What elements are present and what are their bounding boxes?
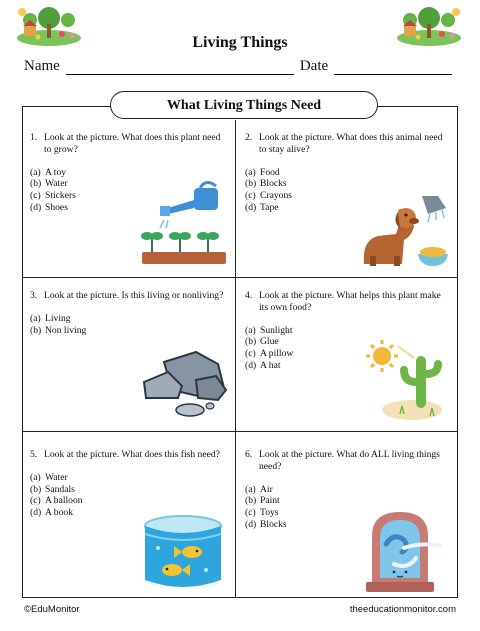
watering-plants-icon bbox=[138, 178, 230, 268]
dog-eating-icon bbox=[356, 196, 452, 270]
question-text: Look at the picture. What does this fish need? bbox=[44, 449, 220, 460]
row-divider bbox=[22, 277, 458, 278]
answer-option[interactable]: (c) A balloon bbox=[30, 495, 83, 507]
answer-option[interactable]: (b) Glue bbox=[245, 336, 279, 348]
answer-option[interactable]: (b) Water bbox=[30, 178, 68, 190]
name-field[interactable] bbox=[66, 60, 294, 75]
question-text: Look at the picture. What helps this plant make its own food? bbox=[259, 290, 441, 313]
answer-option[interactable]: (d) Tape bbox=[245, 201, 279, 213]
rocks-icon bbox=[138, 348, 230, 418]
window-air-icon bbox=[364, 508, 444, 594]
question-number: 2. bbox=[245, 132, 253, 143]
copyright-text: ©EduMonitor bbox=[24, 604, 80, 615]
question-text: Look at the picture. Is this living or nonliving? bbox=[44, 290, 224, 301]
website-link[interactable]: theeducationmonitor.com bbox=[349, 604, 456, 615]
date-label: Date bbox=[299, 58, 329, 74]
answer-option[interactable]: (b) Blocks bbox=[245, 178, 287, 190]
answer-option[interactable]: (c) A pillow bbox=[245, 348, 294, 360]
answer-option[interactable]: (c) Toys bbox=[245, 507, 279, 519]
question-3 bbox=[30, 290, 230, 336]
page-title: Living Things bbox=[192, 34, 288, 51]
answer-option[interactable]: (a) Living bbox=[30, 312, 71, 324]
answer-option[interactable]: (a) A toy bbox=[30, 166, 67, 178]
answer-option[interactable]: (c) Stickers bbox=[30, 190, 76, 202]
date-field[interactable] bbox=[334, 60, 452, 75]
question-text: Look at the picture. What do ALL living things need? bbox=[259, 449, 440, 472]
question-number: 4. bbox=[245, 290, 253, 301]
fish-bowl-icon bbox=[142, 514, 224, 594]
answer-option[interactable]: (d) A hat bbox=[245, 359, 281, 371]
question-text: Look at the picture. What does this animal need to stay alive? bbox=[259, 132, 443, 155]
question-number: 5. bbox=[30, 449, 38, 460]
answer-option[interactable]: (d) Shoes bbox=[30, 201, 68, 213]
sun-and-plant-icon bbox=[364, 340, 448, 422]
answer-option[interactable]: (d) Blocks bbox=[245, 518, 287, 530]
answer-option[interactable]: (b) Non living bbox=[30, 324, 87, 336]
answer-option[interactable]: (a) Water bbox=[30, 471, 68, 483]
question-5 bbox=[30, 449, 230, 519]
answer-option[interactable]: (b) Sandals bbox=[30, 483, 75, 495]
question-number: 6. bbox=[245, 449, 253, 460]
name-label: Name bbox=[24, 58, 60, 74]
section-banner: What Living Things Need bbox=[110, 91, 378, 119]
answer-option[interactable]: (b) Paint bbox=[245, 495, 280, 507]
question-text: Look at the picture. What does this plant need to grow? bbox=[44, 132, 221, 155]
answer-option[interactable]: (c) Crayons bbox=[245, 190, 292, 202]
row-divider bbox=[22, 431, 458, 432]
answer-option[interactable]: (a) Food bbox=[245, 166, 280, 178]
answer-option[interactable]: (d) A book bbox=[30, 507, 73, 519]
column-divider bbox=[235, 120, 236, 598]
question-number: 3. bbox=[30, 290, 38, 301]
answer-option[interactable]: (a) Sunlight bbox=[245, 324, 293, 336]
name-date-row bbox=[24, 58, 460, 75]
answer-option[interactable]: (a) Air bbox=[245, 483, 273, 495]
question-number: 1. bbox=[30, 132, 38, 143]
